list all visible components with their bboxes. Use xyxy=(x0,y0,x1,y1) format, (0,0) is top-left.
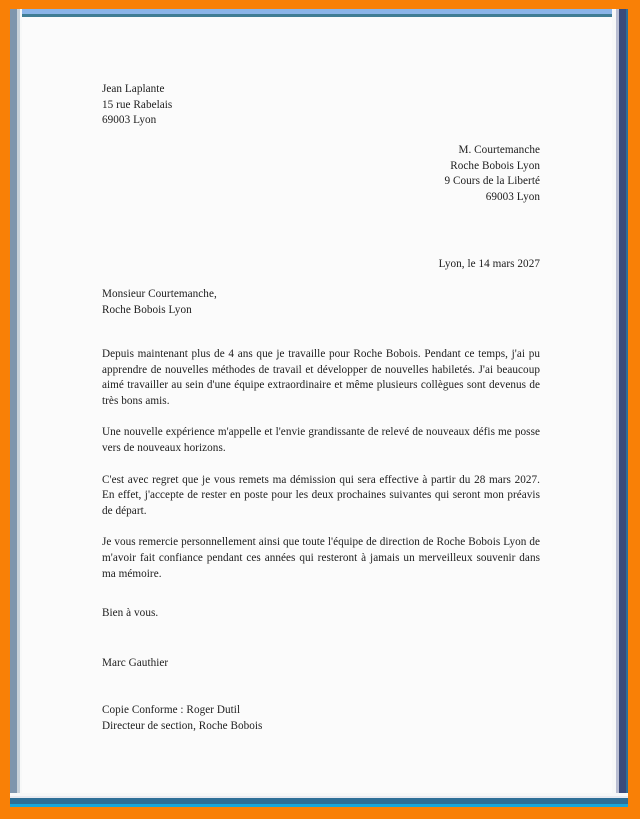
page-inner-frame-bottom xyxy=(10,793,628,807)
page-inner-frame-left xyxy=(10,9,22,807)
signature-name: Marc Gauthier xyxy=(102,657,169,669)
carbon-copy-recipient: Copie Conforme : Roger Dutil xyxy=(102,704,241,716)
recipient-street: 9 Cours de la Liberté xyxy=(444,175,540,188)
date-line: Lyon, le 14 mars 2027 xyxy=(438,258,540,270)
salutation-company: Roche Bobois Lyon xyxy=(102,303,192,316)
closing-line: Bien à vous. xyxy=(102,607,159,619)
recipient-address-block xyxy=(282,143,540,205)
salutation-block xyxy=(102,287,402,318)
carbon-copy-block xyxy=(102,703,432,734)
body-paragraph: Une nouvelle expérience m'appelle et l'envie grandissante de relevé de nouveaux défis me posse vers de nouveaux horizons. xyxy=(102,426,540,454)
body-paragraph: Depuis maintenant plus de 4 ans que je travaille pour Roche Bobois. Pendant ce temps, j'ai pu apprendre de nouvelles méthodes de travail et développer de nouvelles habiletés. J'ai beaucoup aimé travailler au sein d'une équipe extraordinaire et même plusieurs collègues sont devenus de très bons amis. xyxy=(102,348,540,407)
sender-street: 15 rue Rabelais xyxy=(102,98,173,111)
sender-address-block xyxy=(102,82,352,129)
body-paragraph: C'est avec regret que je vous remets ma démission qui sera effective à partir du 28 mars 2027. En effet, j'accepte de rester en poste pour les deux prochaines suivantes qui seront mon préavis de départ. xyxy=(102,473,540,517)
sender-city: 69003 Lyon xyxy=(102,114,157,127)
body-paragraph: Je vous remercie personnellement ainsi que toute l'équipe de direction de Roche Bobois Lyon de m'avoir fait confiance pendant ces années qui resteront à jamais un merveilleux souvenir dans ma mémoire. xyxy=(102,536,540,580)
page-inner-frame-right xyxy=(612,9,628,807)
recipient-name: M. Courtemanche xyxy=(458,144,540,156)
letter-body xyxy=(102,347,540,582)
salutation-name: Monsieur Courtemanche, xyxy=(102,288,217,300)
letter-page xyxy=(22,17,612,793)
recipient-city: 69003 Lyon xyxy=(485,190,540,203)
sender-name: Jean Laplante xyxy=(102,83,165,95)
carbon-copy-title: Directeur de section, Roche Bobois xyxy=(102,719,263,732)
recipient-company: Roche Bobois Lyon xyxy=(450,159,540,172)
